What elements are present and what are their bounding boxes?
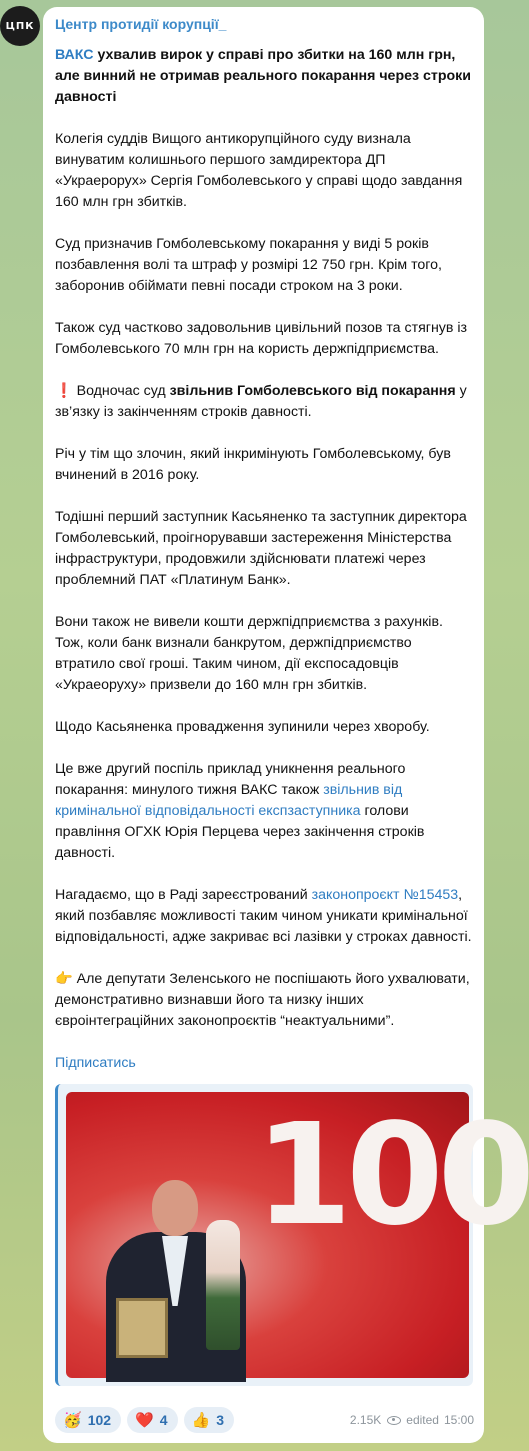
paragraph-5: Річ у тім що злочин, який інкримінують Гомболевському, був вчинений в 2016 року. xyxy=(55,446,451,483)
edited-label: edited xyxy=(406,1412,439,1427)
paragraph-3: Також суд частково задовольнив цивільний позов та стягнув із Гомболевського 70 млн грн на користь держпідприємства. xyxy=(55,320,468,357)
photo-person xyxy=(106,1180,246,1378)
paragraph-10: Нагадаємо, що в Раді зареєстрований законопроєкт №15453, який позбавляє можливості таким чином уникати кримінальної відповідальності, адже закриває всі лазівки у строках давності. xyxy=(55,887,472,945)
view-count: 2.15K xyxy=(349,1412,382,1427)
subscribe-link[interactable]: Підписатись xyxy=(55,1055,136,1071)
party-face-icon: 🥳 xyxy=(63,1410,82,1429)
preview-photo[interactable] xyxy=(66,1092,529,1378)
channel-name[interactable]: Центр протидії корупції_ xyxy=(55,16,227,32)
flower-bouquet xyxy=(206,1220,240,1350)
vaks-link[interactable]: ВАКС xyxy=(55,47,94,63)
message-meta xyxy=(345,1410,474,1431)
heart-icon: ❤️ xyxy=(135,1410,154,1429)
paragraph-1: Колегія суддів Вищого антикорупційного суду визнала винуватим колишнього першого замдиректора ДП «Украерорух» Сергія Гомболевського у справі щодо завдання 160 млн грн збитків. xyxy=(55,131,463,210)
message-footer xyxy=(55,1407,474,1433)
thumbs-up-icon: 👍 xyxy=(191,1410,211,1429)
paragraph-2: Суд призначив Гомболевському покарання у виді 5 років позбавлення волі та штраф у розмірі 12 750 грн. Крім того, заборонив обіймати певні посади строком на 3 роки. xyxy=(55,236,442,294)
bill-link[interactable]: законопроєкт №15453 xyxy=(311,887,459,903)
eye-icon xyxy=(387,1416,401,1425)
post-headline: ВАКС ухвалив вирок у справі про збитки на 160 млн грн, але винний не отримав реального покарання через строки давності xyxy=(55,47,471,105)
paragraph-11: 👉 Але депутати Зеленського не поспішають його ухвалювати, демонстративно визнавши його та низку інших євроінтеграційних законопроєктів “неактуальними”. xyxy=(55,971,470,1029)
reaction-heart[interactable]: ❤️ 4 xyxy=(127,1407,177,1433)
link-preview[interactable] xyxy=(55,1084,529,1386)
photo-number-text: 100 xyxy=(254,1094,529,1257)
message-time: 15:00 xyxy=(443,1412,474,1427)
pertsev-link[interactable]: звільнив від кримінальної відповідальності експзаступника xyxy=(55,782,403,819)
reaction-thumbs-up[interactable]: 👍 3 xyxy=(184,1407,234,1433)
reaction-party[interactable]: 🥳 102 xyxy=(55,1407,121,1433)
paragraph-6: Тодішні перший заступник Касьяненко та заступник директора Гомболевський, проігнорувавши застереження Міністерства інфраструктури, продовжили здійснювати платежі через проблемний ПАТ «Платинум Банк». xyxy=(55,509,467,588)
paragraph-4: ❗ Водночас суд звільнив Гомболевського від покарання у зв’язку із закінченням строків давності. xyxy=(55,383,467,420)
paragraph-9: Це вже другий поспіль приклад уникнення реального покарання: минулого тижня ВАКС також звільнив від кримінальної відповідальності експзаступника голови правління ОГХК Юрія Перцева через закінчення строків давності. xyxy=(55,761,425,861)
exclamation-icon: ❗ xyxy=(55,383,73,399)
message-bubble xyxy=(43,7,529,1443)
paragraph-7: Вони також не вивели кошти держпідприємства з рахунків. Тож, коли банк визнали банкрутом, держпідприємство втратило свої гроші. Таким чином, дії експосадовців «Украеоруху» призвели до 160 млн грн збитків. xyxy=(55,614,443,693)
paragraph-8: Щодо Касьяненка провадження зупинили через хворобу. xyxy=(55,719,430,735)
award-frame xyxy=(116,1298,168,1358)
channel-avatar[interactable]: ЦПК xyxy=(0,6,40,46)
pointing-hand-icon: 👉 xyxy=(55,971,73,987)
